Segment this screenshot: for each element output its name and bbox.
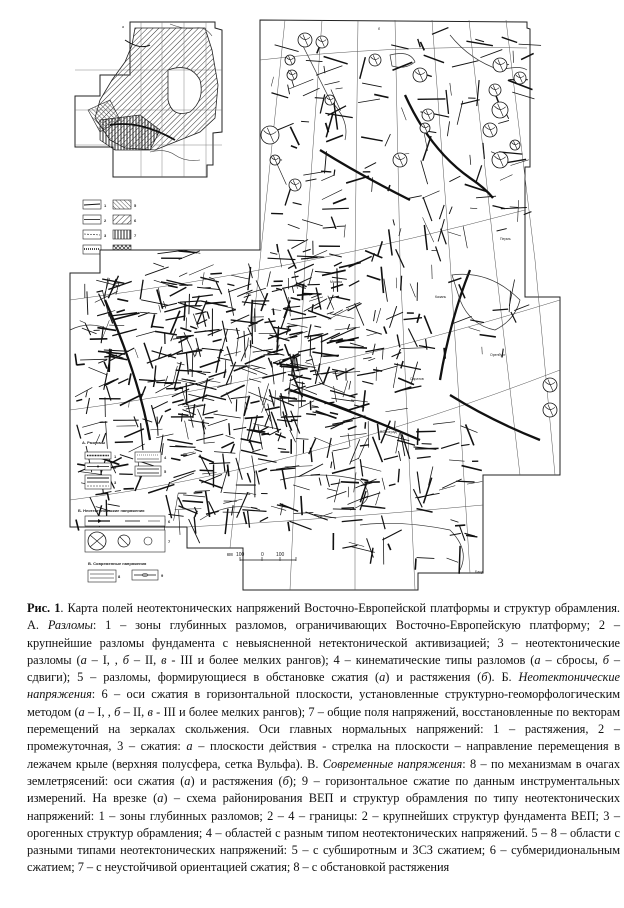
fault-stroke [251, 300, 252, 324]
figure-label: Рис. 1 [27, 601, 61, 615]
scale-left: 100 [236, 552, 245, 558]
caption-italic-term: б [602, 652, 609, 667]
stereogram-icon [393, 153, 407, 167]
caption-text: – II, [128, 652, 162, 667]
legend-item [85, 516, 171, 526]
figure-caption [27, 600, 620, 877]
stereogram-icon [510, 140, 520, 150]
svg-text:7: 7 [168, 539, 171, 544]
stereogram-icon [298, 33, 312, 47]
city-label: Пермь [500, 237, 511, 241]
stereogram-icon [420, 123, 430, 133]
stereogram-icon [543, 403, 557, 417]
stereogram-icon [325, 95, 335, 105]
caption-italic-term: а [534, 652, 541, 667]
caption-italic-term: б [114, 704, 121, 719]
inset-legend-item [83, 215, 107, 224]
caption-text: ) и растяжения ( [385, 670, 482, 685]
scale-unit: км [227, 552, 233, 558]
inset-legend-item [113, 200, 137, 209]
caption-text: ). Б. [487, 670, 519, 685]
fault-stroke [455, 525, 465, 526]
caption-body [27, 601, 620, 874]
svg-text:2: 2 [104, 218, 107, 223]
stereogram-icon [285, 55, 295, 65]
fault-stroke [115, 442, 133, 443]
caption-italic-term: а [184, 773, 191, 788]
caption-italic-term: б [282, 773, 289, 788]
fault-stroke [301, 121, 309, 122]
stereogram-icon [543, 378, 557, 392]
legend-item [132, 570, 164, 580]
scale-zero: 0 [261, 552, 264, 558]
caption-italic-term: б [481, 670, 488, 685]
caption-italic-term: Неотектонические напряжения [27, 670, 620, 702]
city-label: Саратов [410, 377, 424, 381]
fault-stroke [77, 364, 85, 365]
fault-stroke [315, 98, 324, 99]
caption-text: – сдвиги); 5 – разломы, формирующиеся в обстановке сжатия ( [27, 652, 620, 685]
svg-text:5: 5 [164, 469, 167, 474]
svg-text:3: 3 [104, 233, 107, 238]
city-label: Волгоград [380, 430, 397, 434]
caption-text: . Карта полей неотектонических напряжений Восточно-Европейской платформы и структур обрамления. А. [27, 601, 620, 633]
legend-section-modern: В. Современные напряжения [88, 561, 147, 566]
fault-stroke [401, 276, 402, 291]
stereogram-icon [492, 152, 508, 168]
svg-text:7: 7 [134, 233, 137, 238]
caption-text: ); 9 – горизонтальное сжатие по данным инструментальных измерений. На врезке ( [27, 773, 620, 806]
stereogram-icon [493, 58, 507, 72]
stereogram-icon [369, 54, 381, 66]
inset-label: а [122, 25, 124, 29]
stereogram-icon [413, 68, 427, 82]
caption-text: : 6 – оси сжатия в горизонтальной плоскости, установленные структурно-геоморфологическим методом ( [27, 687, 620, 719]
fault-stroke [281, 416, 301, 417]
svg-text:1: 1 [114, 454, 117, 459]
caption-italic-term: а [78, 704, 85, 719]
caption-italic-term: а [379, 670, 386, 685]
stereogram-icon [289, 179, 301, 191]
stereogram-icon [287, 70, 297, 80]
svg-text:4: 4 [164, 455, 167, 460]
svg-text:6: 6 [134, 218, 137, 223]
fault-stroke [341, 508, 354, 509]
fault-stroke [417, 428, 418, 444]
fault-stroke [312, 304, 313, 311]
fault-stroke [334, 170, 335, 176]
main-map-label: б [378, 27, 381, 31]
caption-italic-term: в [147, 704, 153, 719]
svg-text:1: 1 [104, 203, 107, 208]
caption-text: : 8 – по механизмам в очагах землетрясений: оси сжатия ( [27, 756, 620, 788]
caption-italic-term: а [186, 739, 193, 754]
stereogram-icon [261, 126, 279, 144]
svg-text:9: 9 [161, 573, 164, 578]
stereogram-icon [514, 72, 526, 84]
stereogram-icon [483, 123, 497, 137]
caption-text: – сбросы, [540, 652, 603, 667]
fault-stroke [194, 492, 203, 493]
caption-text: - III и более мелких рангов); 7 – общие поля напряжений, восстановленные по векторам перемещений на зеркалах скольжения. Оси главных нормальных напряжений: 1 – растяжения, 2 – промежуточная, 3 – сжатия: [27, 704, 620, 754]
caption-text: - III и более мелких рангов); 4 – кинематические типы разломов ( [166, 652, 535, 667]
stereogram-icon [492, 102, 508, 118]
inset-legend-item [113, 215, 137, 224]
stereogram-icon [422, 109, 434, 121]
caption-text: – II, [120, 704, 148, 719]
caption-text: ) – схема районирования ВЕП и структур обрамления по типу неотектонических напряжений: 1 – зоны глубинных разломов; 2 – 4 – границы: 2 – крупнейших структур фундамента ВЕП; 3 – орогенных структур обрамления; 4 – областей с разным типом неотектонических напряжений. 5 – 8 – области с разными типами неотектонических напряжений: 5 – с субширотным и ЗСЗ сжатием; 6 – субмеридиональным сжатием; 7 – с неустойчивой ориентацией сжатия; 8 – с обстановкой растяжения [27, 791, 620, 875]
fault-stroke [109, 349, 110, 372]
city-label: Оренбург [490, 353, 506, 357]
legend-section-faults: А. Разломы [82, 440, 106, 445]
fault-stroke [365, 422, 366, 428]
caption-italic-term: б [122, 652, 129, 667]
svg-text:3: 3 [114, 480, 117, 485]
caption-italic-term: Разломы [47, 618, 93, 633]
svg-text:2: 2 [114, 465, 117, 470]
legend-section-neotectonic: Б. Неотектонические напряжения [78, 508, 145, 513]
fault-stroke [444, 348, 445, 359]
city-label: Казань [435, 295, 447, 299]
caption-text: ) и растяжения ( [190, 773, 283, 788]
legend-item [88, 570, 121, 582]
caption-italic-term: Современные напряжения [322, 756, 463, 771]
inset-legend-item [83, 200, 107, 209]
city-label: Москва [330, 280, 342, 284]
svg-text:8: 8 [118, 574, 121, 579]
caption-text: – I, , [84, 704, 115, 719]
stereogram-icon [489, 84, 501, 96]
inset-legend [83, 200, 137, 254]
fault-stroke [459, 546, 460, 574]
svg-text:6: 6 [168, 519, 171, 524]
caption-text: – I, , [86, 652, 123, 667]
svg-text:5: 5 [134, 203, 137, 208]
legend-item [85, 530, 171, 552]
inset-legend-item [113, 230, 137, 239]
caption-italic-term: а [157, 791, 164, 806]
fault-stroke [210, 273, 222, 274]
fault-stroke [415, 558, 416, 569]
stereogram-icon [316, 36, 328, 48]
fault-stroke [271, 285, 282, 286]
fault-stroke [189, 294, 190, 314]
caption-italic-term: в [161, 652, 167, 667]
fault-stroke [301, 496, 302, 515]
stereogram-icon [270, 155, 280, 165]
inset-legend-item [83, 230, 107, 239]
inset-map [75, 22, 222, 177]
fault-stroke [341, 482, 359, 483]
city-label: Баку [475, 570, 483, 574]
caption-text: : 1 – зоны глубинных разломов, ограничивающих Восточно-Европейскую платформу; 2 – крупнейшие разломы фундамента с невыясненной нетектонической активизацией; 3 – неотектонические разломы ( [27, 618, 620, 667]
fault-stroke [311, 474, 320, 475]
caption-italic-term: а [80, 652, 87, 667]
scale-right: 100 [276, 552, 285, 558]
fault-stroke [186, 383, 187, 405]
caption-text: – плоскости действия - стрелка на плоскости – направление перемещения в лежачем крыле (верхняя полусфера, сетка Вульфа). В. [27, 739, 620, 771]
